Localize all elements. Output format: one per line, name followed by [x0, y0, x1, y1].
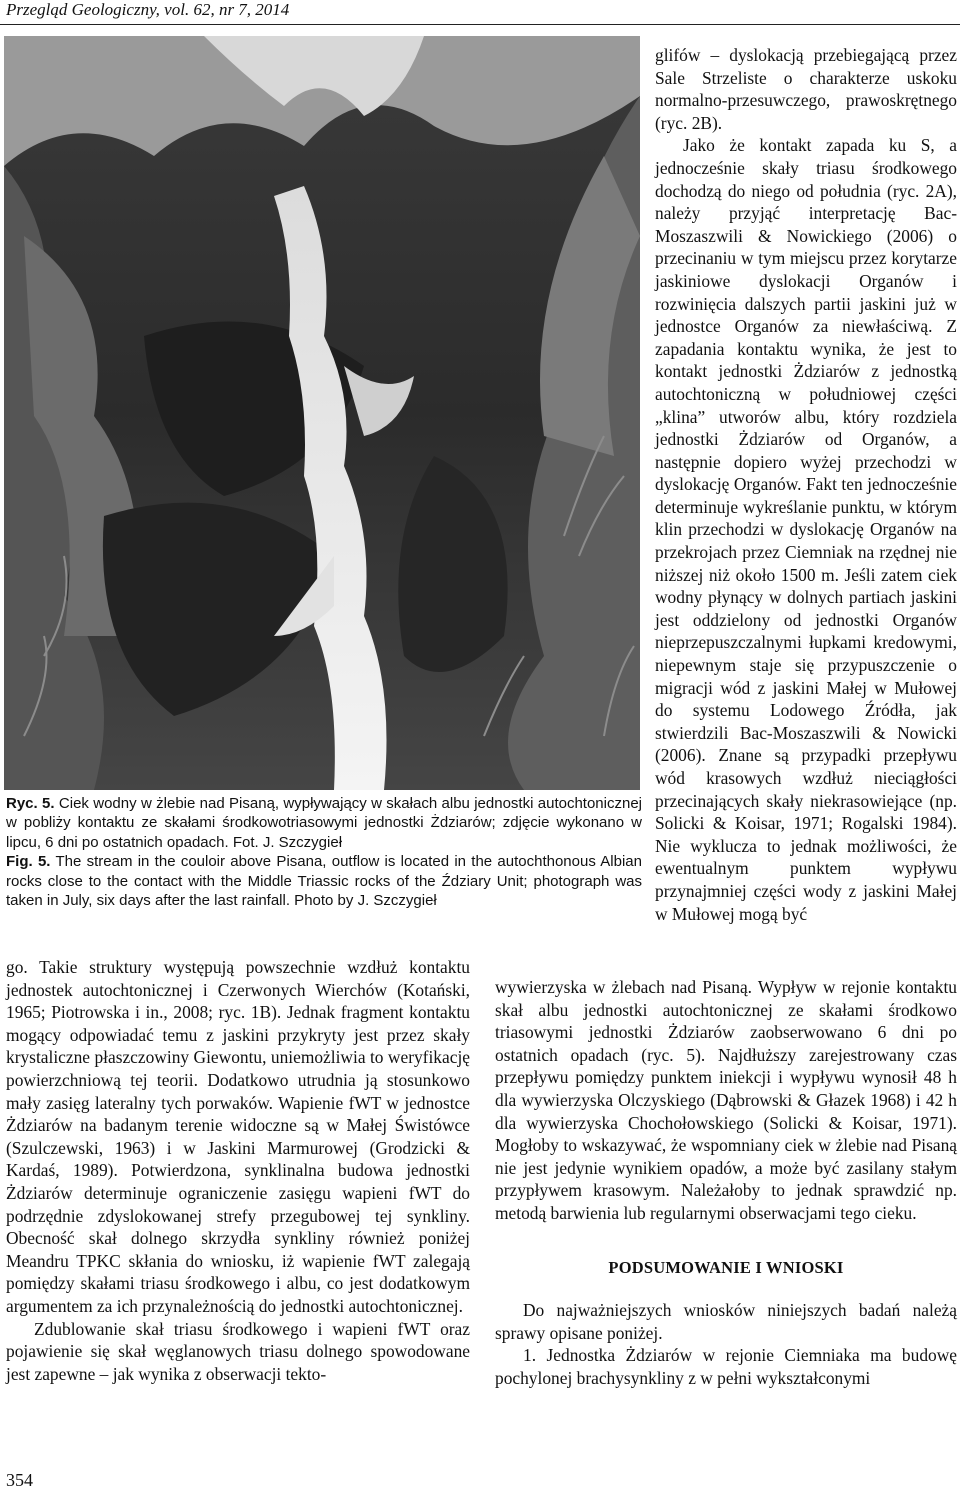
right-column-lower [495, 976, 957, 1390]
caption-polish-label: Ryc. 5. [6, 795, 55, 812]
right-column-upper [655, 44, 957, 925]
paragraph: glifów – dyslokacją przebiegającą przez Sale Strzeliste o charakterze uskoku normalno-przesuwczego, prawoskrętnego (ryc. 2B). [655, 45, 957, 133]
waterfall-photograph [4, 36, 640, 790]
running-header: Przegląd Geologiczny, vol. 62, nr 7, 2014 [6, 0, 290, 19]
figure-caption [6, 794, 642, 910]
caption-english [6, 852, 642, 910]
list-item: 1. Jednostka Żdziarów w rejonie Ciemniaka ma budowę pochylonej brachysynkliny z w pełni wykształconymi [495, 1345, 957, 1388]
paragraph: Do najważniejszych wniosków niniejszych badań należą sprawy opisane poniżej. [495, 1300, 957, 1343]
paragraph: Jako że kontakt zapada ku S, a jednocześnie skały triasu środkowego dochodzą do niego od południa (ryc. 2A), należy przyjąć interpretację Bac-Moszaszwili & Nowickiego (2006) o przecinaniu w tym miejscu przez korytarze jaskiniowe dyslokacji Organów i rozwinięcia dalszych partii jaskini już w jednostce Organów za niewłaściwą. Z zapadania kontaktu wynika, że jest to kontakt jednostki Żdziarów z jednostką autochtoniczną w południowej części „klina” utworów albu, który rozdziela jednostki Żdziarów od Organów, a następnie dopiero wyżej przechodzi w dyslokację Organów. Fakt ten jednocześnie determinuje wykreślanie punktu, w którym klin przechodzi w dyslokację Organów na przekrojach przez Ciemniak na rzędnej nie niższej niż około 1500 m. Jeśli zatem ciek wodny płynący w dolnych partiach jaskini jest oddzielony od jednostki Organów nieprzepuszczalnymi łupkami kredowymi, niepewnym staje się przypuszczenie o migracji wód z jaskini Małej w Mułowej do systemu Lodowego Źródła, jak stwierdzili Bac-Moszaszwili & Nowicki (2006). Znane są przypadki przepływu wód krasowych wzdłuż nieciągłości przecinających skały niekrasowiejące (np. Solicki & Koisar, 1971; Rogalski 1984). Nie wyklucza to jednak możliwości, że ewentualnym punktem wypływu przynajmniej części wody z jaskini Małej w Mułowej mogą być [655, 135, 957, 924]
paragraph: go. Takie struktury występują powszechnie wzdłuż kontaktu jednostek autochtonicznej i Czerwonych Wierchów (Kotański, 1965; Piotrowska i in., 2008; ryc. 1B). Jednak fragment kontaktu mogący odpowiadać temu z jaskini przykryty jest przez skały krystaliczne płaszczowiny Giewontu, uniemożliwia to weryfikację powierzchniową tej teorii. Dodatkowo utrudnia ją stosunkowo mały zasięg lateralny tych porwaków. Wapienie fWT w jednostce Żdziarów na badanym terenie widoczne są w Małej Świstówce (Szulczewski, 1963) i w Jaskini Marmurowej (Grodzicki & Kardaś, 1989). Potwierdzona, synklinalna budowa jednostki Żdziarów determinuje ograniczenie zasięgu wapieni fWT do podrzędnie zdyslokowanej strefy przegubowej tej synkliny. Obecność skał dolnego skrzydła synkliny również poniżej Meandru TPKC skłania do wniosku, iż wapienie fWT zalegają pomiędzy skałami triasu środkowego i albu, co jest dodatkowym argumentem za ich przynależnością do jednostki autochtonicznej. [6, 957, 470, 1316]
paragraph: Zdublowanie skał triasu środkowego i wapieni fWT oraz pojawienie się skał węglanowych triasu dolnego spowodowane jest zapewne – jak wynika z obserwacji tekto- [6, 1318, 470, 1384]
caption-polish [6, 794, 642, 852]
caption-english-label: Fig. 5. [6, 853, 51, 871]
caption-polish-text: Ciek wodny w żlebie nad Pisaną, wypływający w skałach albu jednostki autochtonicznej w pobliży kontaktu ze skałami środkowotriasowymi jednostki Żdziarów; zdjęcie wykonano w lipcu, 6 dni po ostatnich opadach. Fot. J. Szczygieł [6, 795, 643, 851]
page-number: 354 [6, 1470, 33, 1490]
paragraph: wywierzyska w żlebach nad Pisaną. Wypływ w rejonie kontaktu skał albu jednostki autochtonicznej ze skałami środkowo triasowymi jednostki Żdziarów zaobserwowano 6 dni po ostatnich opadach (ryc. 5). Najdłuższy zarejestrowany czas przepływu pomiędzy punktem iniekcji i wypływu wynosił 48 h dla wywierzyska Olczyskiego (Dąbrowski & Głazek 1968) i 42 h dla wywierzyska Chochołowskiego (Solicki & Koisar, 1971). Mogłoby to wskazywać, że wspomniany ciek w żlebie nad Pisaną nie jest jedynie wynikiem opadów, a może być zasilany stałym przypływem krasowym. Należałoby to jednak sprawdzić np. metodą barwienia lub regularnymi obserwacjami tego cieku. [495, 977, 957, 1223]
header-rule [0, 24, 960, 25]
caption-english-text: The stream in the couloir above Pisana, outflow is located in the autochthonous Albian rocks close to the contact with the Middle Triassic rocks of the Ździary Unit; photograph was taken in July, six days after the last rainfall. Photo by J. Szczygieł [6, 853, 642, 910]
left-column-lower [6, 956, 470, 1385]
section-heading: PODSUMOWANIE I WNIOSKI [608, 1257, 844, 1277]
